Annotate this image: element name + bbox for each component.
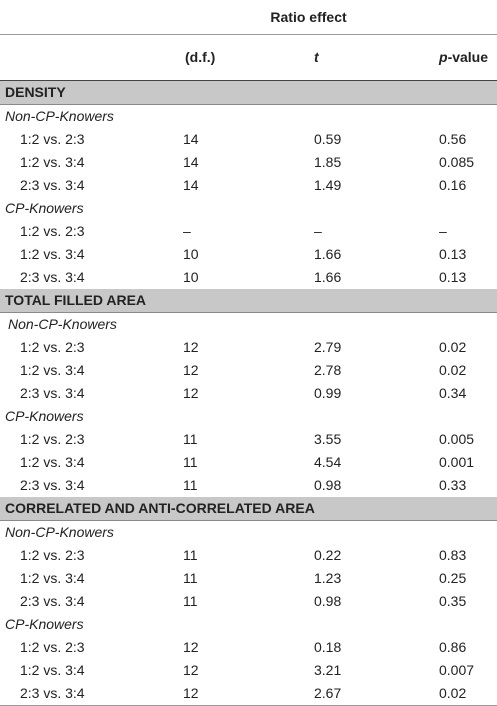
table-row: [0, 220, 497, 243]
table-row: [0, 243, 497, 266]
df-cell: 11: [183, 454, 198, 470]
comparison-cell: 1:2 vs. 2:3: [20, 339, 85, 355]
table-row: [0, 382, 497, 405]
p-value-cell: 0.56: [439, 131, 467, 147]
t-cell: –: [314, 223, 322, 239]
group-header-row: [0, 312, 497, 336]
p-value-cell: 0.02: [439, 362, 467, 378]
df-cell: 14: [183, 154, 199, 170]
p-value-cell: 0.86: [439, 639, 467, 655]
df-cell: 11: [183, 547, 198, 563]
group-header-row: [0, 405, 497, 428]
t-cell: 1.23: [314, 570, 342, 586]
table-row: [0, 682, 497, 706]
column-header-df: (d.f.): [183, 34, 314, 80]
p-value-cell: 0.16: [439, 177, 467, 193]
comparison-cell: 1:2 vs. 3:4: [20, 246, 85, 262]
table-row: [0, 451, 497, 474]
t-cell: 2.79: [314, 339, 342, 355]
t-cell: 3.55: [314, 431, 342, 447]
df-cell: 10: [183, 246, 199, 262]
comparison-cell: 2:3 vs. 3:4: [20, 593, 85, 609]
t-cell: 2.67: [314, 682, 439, 706]
t-cell: 1.49: [314, 177, 342, 193]
group-header: CP-Knowers: [5, 200, 84, 216]
column-header-p-value: [439, 34, 497, 80]
p-value-cell: –: [439, 223, 447, 239]
group-header-row: [0, 520, 497, 544]
t-cell: 0.22: [314, 547, 342, 563]
df-cell: 12: [183, 682, 314, 706]
df-cell: –: [183, 223, 191, 239]
p-value-cell: 0.02: [439, 682, 497, 706]
df-cell: 14: [183, 131, 199, 147]
t-cell: 1.85: [314, 154, 342, 170]
t-cell: 0.99: [314, 385, 342, 401]
t-cell: 0.18: [314, 639, 342, 655]
p-value-cell: 0.13: [439, 246, 467, 262]
section-header: DENSITY: [0, 80, 497, 104]
table-row: [0, 266, 497, 289]
t-cell: 0.59: [314, 131, 342, 147]
p-value-cell: 0.001: [439, 454, 475, 470]
p-value-cell: 0.007: [439, 662, 475, 678]
group-header: CP-Knowers: [5, 616, 84, 632]
table-row: [0, 128, 497, 151]
comparison-cell: 1:2 vs. 2:3: [20, 639, 85, 655]
df-cell: 11: [183, 477, 198, 493]
comparison-cell: 1:2 vs. 3:4: [20, 662, 85, 678]
p-value-cell: 0.02: [439, 339, 467, 355]
group-header: Non-CP-Knowers: [5, 524, 114, 540]
group-header-row: [0, 104, 497, 128]
df-cell: 12: [183, 362, 199, 378]
t-cell: 2.78: [314, 362, 342, 378]
comparison-cell: 1:2 vs. 3:4: [20, 154, 85, 170]
df-cell: 14: [183, 177, 199, 193]
table-row: [0, 659, 497, 682]
section-header-row: [0, 80, 497, 104]
table-row: [0, 567, 497, 590]
p-value-cell: 0.25: [439, 570, 467, 586]
p-value-cell: 0.33: [439, 477, 467, 493]
section-header: CORRELATED AND ANTI-CORRELATED AREA: [0, 497, 497, 521]
column-header-row: [0, 34, 497, 80]
section-header-row: [0, 497, 497, 521]
table-row: [0, 336, 497, 359]
group-header-row: [0, 613, 497, 636]
p-value-cell: 0.13: [439, 269, 467, 285]
table-row: [0, 474, 497, 497]
group-header-row: [0, 197, 497, 220]
df-cell: 11: [183, 431, 198, 447]
p-value-cell: 0.34: [439, 385, 467, 401]
p-value-cell: 0.085: [439, 154, 475, 170]
column-header-t: t: [314, 34, 439, 80]
df-cell: 11: [183, 570, 198, 586]
table-row: [0, 428, 497, 451]
comparison-cell: 2:3 vs. 3:4: [0, 682, 183, 706]
group-header: Non-CP-Knowers: [5, 108, 114, 124]
df-cell: 12: [183, 662, 199, 678]
p-value-cell: 0.005: [439, 431, 475, 447]
df-cell: 10: [183, 269, 199, 285]
comparison-cell: 1:2 vs. 2:3: [20, 131, 85, 147]
comparison-cell: 1:2 vs. 2:3: [20, 223, 85, 239]
table-row: [0, 636, 497, 659]
comparison-cell: 1:2 vs. 2:3: [20, 431, 85, 447]
t-cell: 3.21: [314, 662, 342, 678]
t-cell: 0.98: [314, 593, 342, 609]
df-cell: 12: [183, 385, 199, 401]
column-header-p-rest: -value: [447, 49, 489, 65]
p-value-cell: 0.83: [439, 547, 467, 563]
table-row: [0, 544, 497, 567]
comparison-cell: 2:3 vs. 3:4: [20, 269, 85, 285]
t-cell: 0.98: [314, 477, 342, 493]
comparison-cell: 2:3 vs. 3:4: [20, 177, 85, 193]
table-row: [0, 590, 497, 613]
t-cell: 1.66: [314, 269, 342, 285]
group-header: CP-Knowers: [5, 408, 84, 424]
table-row: [0, 151, 497, 174]
table-row: [0, 174, 497, 197]
t-cell: 1.66: [314, 246, 342, 262]
group-header: Non-CP-Knowers: [8, 316, 117, 332]
comparison-cell: 2:3 vs. 3:4: [20, 385, 85, 401]
p-value-cell: 0.35: [439, 593, 467, 609]
table-body: [0, 80, 497, 705]
t-cell: 4.54: [314, 454, 342, 470]
table-row: [0, 359, 497, 382]
comparison-cell: 1:2 vs. 3:4: [20, 570, 85, 586]
df-cell: 12: [183, 339, 199, 355]
comparison-cell: 1:2 vs. 3:4: [20, 454, 85, 470]
df-cell: 11: [183, 593, 198, 609]
table-title: Ratio effect: [0, 0, 497, 34]
df-cell: 12: [183, 639, 199, 655]
section-header: TOTAL FILLED AREA: [0, 289, 497, 313]
section-header-row: [0, 289, 497, 313]
table-title-row: [0, 0, 497, 34]
comparison-cell: 1:2 vs. 2:3: [20, 547, 85, 563]
column-header-p-italic: p: [439, 49, 448, 65]
comparison-cell: 1:2 vs. 3:4: [20, 362, 85, 378]
column-header-comparison: [0, 34, 183, 80]
comparison-cell: 2:3 vs. 3:4: [20, 477, 85, 493]
